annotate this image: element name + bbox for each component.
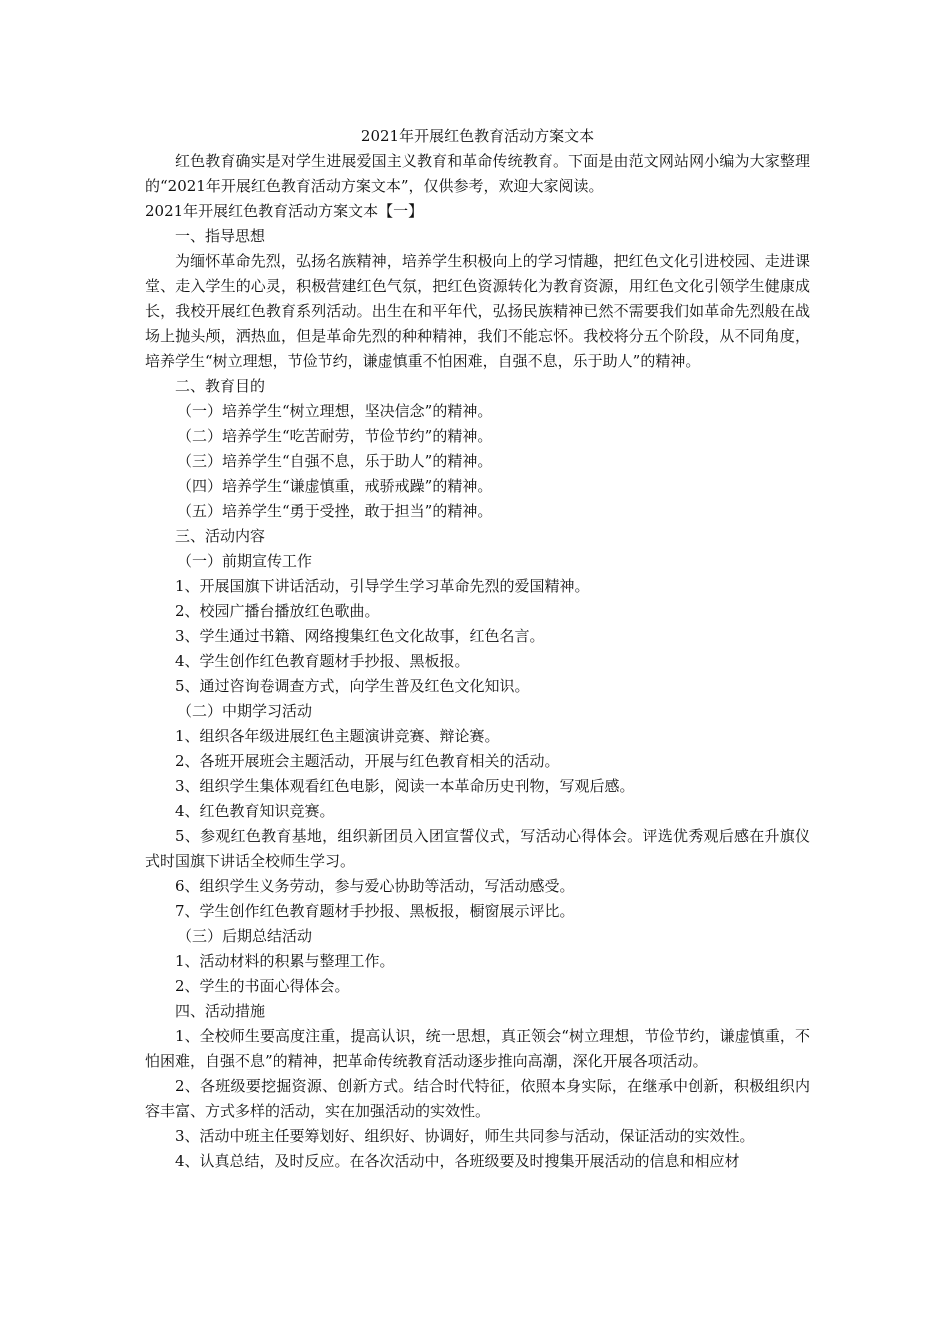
guiding-thought-paragraph: 为缅怀革命先烈，弘扬名族精神，培养学生积极向上的学习情趣，把红色文化引进校园、走进课堂、走入学生的心灵，积极营建红色气氛，把红色资源转化为教育资源，用红色文化引领学生健康成长，我校开展红色教育系列活动。出生在和平年代，弘扬民族精神已然不需要我们如革命先烈般在战场上抛头颅，洒热血，但是革命先烈的种种精神，我们不能忘怀。我校将分五个阶段，从不同角度，培养学生“树立理想，节俭节约，谦虚慎重不怕困难，自强不息，乐于助人”的精神。 — [145, 252, 810, 370]
list-item: 4、红色教育知识竞赛。 — [175, 802, 335, 820]
list-item: 1、开展国旗下讲话活动，引导学生学习革命先烈的爱国精神。 — [175, 577, 590, 595]
measure-item: 1、全校师生要高度注重，提高认识，统一思想，真正领会“树立理想，节俭节约，谦虚慎重，不怕困难，自强不息”的精神，把革命传统教育活动逐步推向高潮，深化开展各项活动。 — [145, 1027, 810, 1070]
list-item: 2、各班开展班会主题活动，开展与红色教育相关的活动。 — [175, 752, 560, 770]
list-item: 1、活动材料的积累与整理工作。 — [175, 952, 395, 970]
measure-item: 3、活动中班主任要筹划好、组织好、协调好，师生共同参与活动，保证活动的实效性。 — [175, 1127, 755, 1145]
list-item: 3、学生通过书籍、网络搜集红色文化故事，红色名言。 — [175, 627, 545, 645]
list-item: 4、学生创作红色教育题材手抄报、黑板报。 — [175, 652, 470, 670]
heading-activity-content: 三、活动内容 — [175, 527, 266, 545]
document-page — [145, 124, 810, 1174]
intro-paragraph: 红色教育确实是对学生进展爱国主义教育和革命传统教育。下面是由范文网站网小编为大家整理的“2021年开展红色教育活动方案文本”，仅供参考，欢迎大家阅读。 — [145, 152, 810, 195]
goal-item: （二）培养学生“吃苦耐劳，节俭节约”的精神。 — [177, 427, 493, 445]
heading-activity-measures: 四、活动措施 — [175, 1002, 266, 1020]
goal-item: （四）培养学生“谦虚慎重，戒骄戒躁”的精神。 — [177, 477, 493, 495]
goal-item: （五）培养学生“勇于受挫，敢于担当”的精神。 — [177, 502, 493, 520]
list-item: 2、学生的书面心得体会。 — [175, 977, 350, 995]
section-heading: 2021年开展红色教育活动方案文本【一】 — [145, 202, 424, 220]
list-item: 5、通过咨询卷调查方式，向学生普及红色文化知识。 — [175, 677, 530, 695]
list-item: 3、组织学生集体观看红色电影，阅读一本革命历史刊物，写观后感。 — [175, 777, 635, 795]
list-item: 1、组织各年级进展红色主题演讲竞赛、辩论赛。 — [175, 727, 500, 745]
measure-item: 4、认真总结，及时反应。在各次活动中，各班级要及时搜集开展活动的信息和相应材 — [175, 1152, 740, 1170]
subheading-late-summary: （三）后期总结活动 — [177, 927, 313, 945]
subheading-mid-study: （二）中期学习活动 — [177, 702, 313, 720]
subheading-early-promotion: （一）前期宣传工作 — [177, 552, 313, 570]
goal-item: （一）培养学生“树立理想，坚决信念”的精神。 — [177, 402, 493, 420]
document-title: 2021年开展红色教育活动方案文本 — [360, 127, 595, 145]
heading-guiding-thought: 一、指导思想 — [175, 227, 266, 245]
list-item: 2、校园广播台播放红色歌曲。 — [175, 602, 380, 620]
list-item: 7、学生创作红色教育题材手抄报、黑板报，橱窗展示评比。 — [175, 902, 575, 920]
heading-education-goals: 二、教育目的 — [175, 377, 266, 395]
list-item: 6、组织学生义务劳动，参与爱心协助等活动，写活动感受。 — [175, 877, 575, 895]
goal-item: （三）培养学生“自强不息，乐于助人”的精神。 — [177, 452, 493, 470]
list-item: 5、参观红色教育基地，组织新团员入团宣誓仪式，写活动心得体会。评选优秀观后感在升旗仪式时国旗下讲话全校师生学习。 — [145, 827, 810, 870]
measure-item: 2、各班级要挖掘资源、创新方式。结合时代特征，依照本身实际，在继承中创新，积极组织内容丰富、方式多样的活动，实在加强活动的实效性。 — [145, 1077, 810, 1120]
